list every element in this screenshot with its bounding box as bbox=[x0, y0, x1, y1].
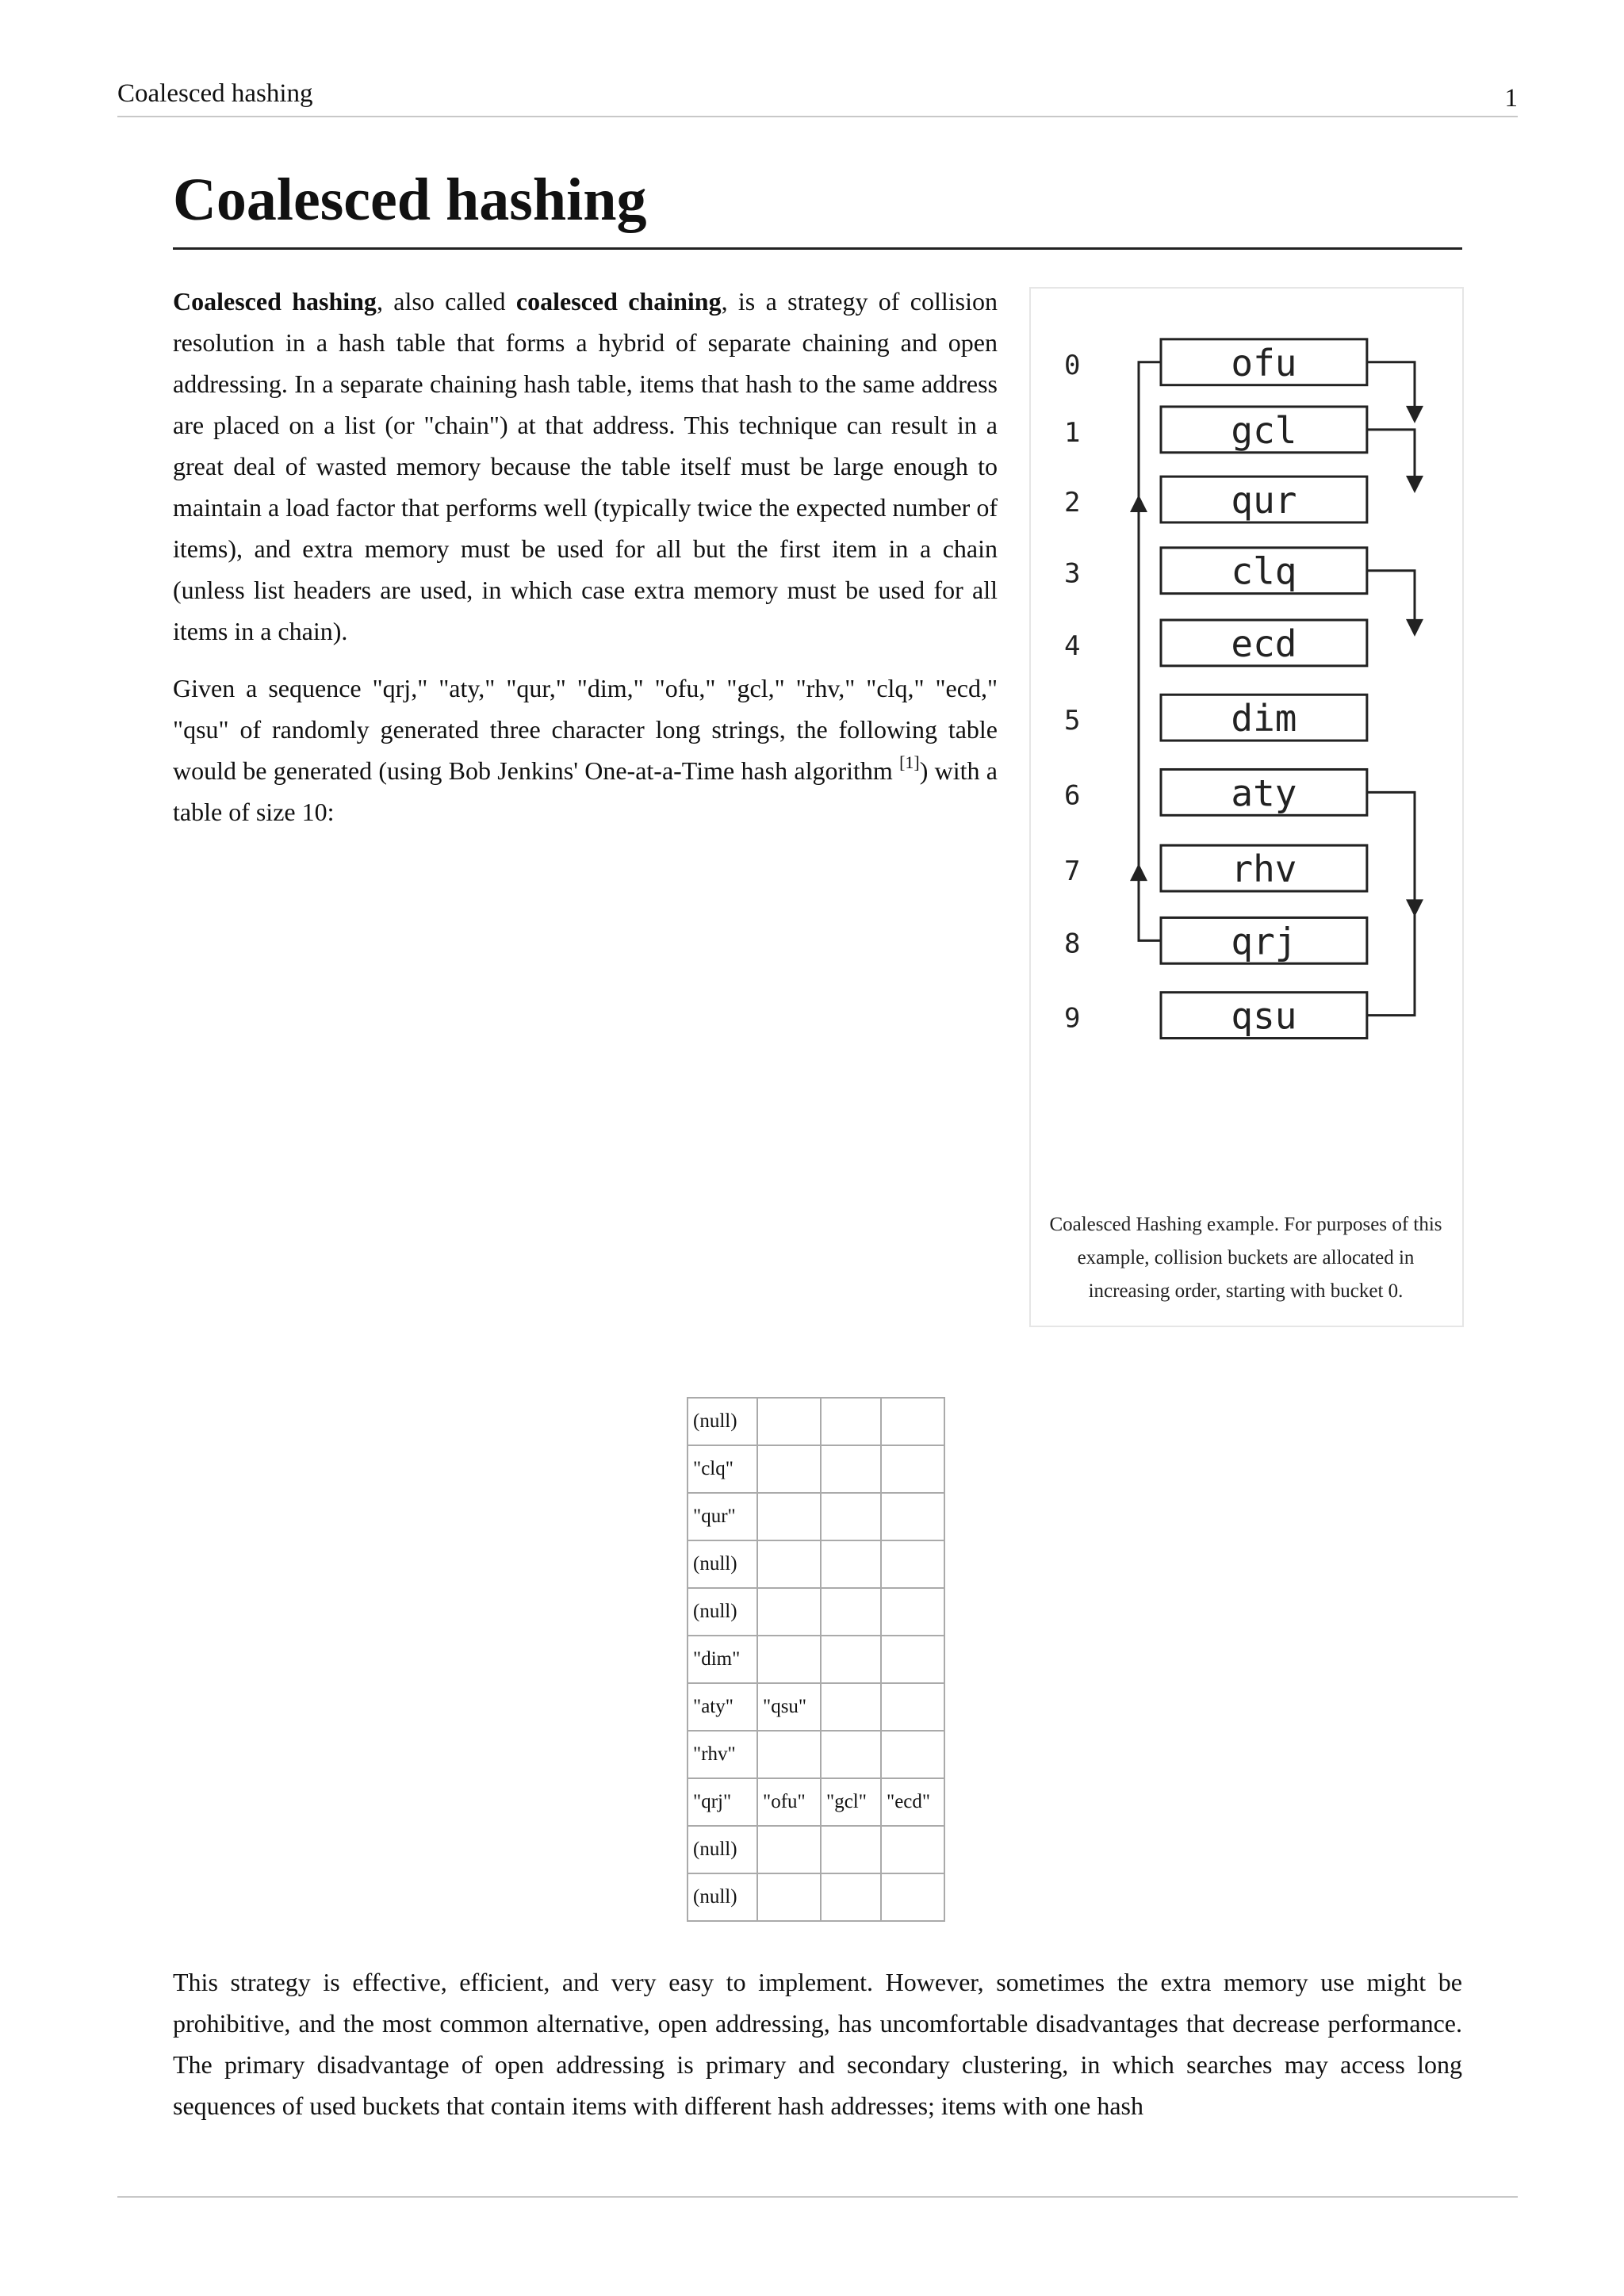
table-cell bbox=[821, 1540, 881, 1588]
bucket-key: qur bbox=[1231, 479, 1297, 522]
table-cell bbox=[821, 1636, 881, 1683]
bucket-index: 3 bbox=[1064, 557, 1081, 590]
table-cell bbox=[881, 1731, 944, 1778]
bucket-index: 0 bbox=[1064, 349, 1081, 381]
table-row bbox=[688, 1873, 944, 1921]
table-cell bbox=[881, 1636, 944, 1683]
bucket-key: ofu bbox=[1231, 341, 1297, 385]
table-cell bbox=[881, 1540, 944, 1588]
table-row bbox=[688, 1493, 944, 1540]
chain-link-line bbox=[1139, 362, 1161, 941]
bucket-key: clq bbox=[1231, 549, 1297, 593]
strategy-paragraph: This strategy is effective, efficient, and very easy to implement. However, sometimes the extra memory use might be prohibitive, and the most common alternative, open addressing, has uncomfortable disadvantages that decrease performance. The primary disadvantage of open addressing is primary and secondary clustering, in which searches may access long sequences of used buckets that contain items with different hash addresses; items with one hash bbox=[173, 1968, 1462, 2120]
table-cell bbox=[881, 1873, 944, 1921]
bucket-key: aty bbox=[1231, 771, 1297, 815]
table-cell: "qsu" bbox=[757, 1683, 821, 1731]
table-cell bbox=[821, 1873, 881, 1921]
table-cell: "rhv" bbox=[688, 1731, 757, 1778]
table-row bbox=[688, 1445, 944, 1493]
table-cell: "gcl" bbox=[821, 1778, 881, 1826]
table-cell bbox=[821, 1493, 881, 1540]
table-cell bbox=[757, 1588, 821, 1636]
bucket-index: 8 bbox=[1064, 928, 1081, 960]
chain-link-arrow bbox=[1406, 476, 1423, 493]
reference-link[interactable]: [1] bbox=[899, 752, 920, 772]
bucket-index: 2 bbox=[1064, 487, 1081, 519]
table-cell: (null) bbox=[688, 1826, 757, 1873]
table-row bbox=[688, 1540, 944, 1588]
bucket-index: 1 bbox=[1064, 416, 1081, 449]
chain-link-line bbox=[1367, 571, 1415, 627]
intro-text-1: , also called bbox=[376, 287, 516, 316]
table-cell bbox=[881, 1683, 944, 1731]
example-paragraph bbox=[173, 668, 998, 832]
table-cell bbox=[757, 1636, 821, 1683]
footer-rule bbox=[117, 2196, 1518, 2198]
bucket-index: 7 bbox=[1064, 855, 1081, 888]
term-coalesced-hashing: Coalesced hashing bbox=[173, 287, 377, 316]
bucket-key: qsu bbox=[1231, 994, 1297, 1038]
table-cell: "aty" bbox=[688, 1683, 757, 1731]
page-header bbox=[117, 78, 1518, 117]
table-cell bbox=[821, 1683, 881, 1731]
table-row bbox=[688, 1398, 944, 1445]
table-cell bbox=[757, 1873, 821, 1921]
table-cell: "qrj" bbox=[688, 1778, 757, 1826]
page-number: 1 bbox=[1504, 84, 1518, 113]
bucket-index: 6 bbox=[1064, 779, 1081, 812]
table-cell bbox=[757, 1731, 821, 1778]
chain-link-arrow bbox=[1130, 495, 1147, 512]
running-title: Coalesced hashing bbox=[117, 79, 313, 108]
table-row bbox=[688, 1731, 944, 1778]
table-cell: "ofu" bbox=[757, 1778, 821, 1826]
table-cell: "clq" bbox=[688, 1445, 757, 1493]
bucket-key: rhv bbox=[1231, 848, 1297, 891]
figure bbox=[1029, 287, 1464, 1327]
table-cell bbox=[881, 1398, 944, 1445]
chain-link-arrow bbox=[1406, 406, 1423, 423]
table-cell: "dim" bbox=[688, 1636, 757, 1683]
table-cell bbox=[821, 1588, 881, 1636]
chain-link-line bbox=[1367, 916, 1415, 1015]
table-cell bbox=[757, 1445, 821, 1493]
table-row bbox=[688, 1636, 944, 1683]
table-cell bbox=[757, 1398, 821, 1445]
bucket-index: 9 bbox=[1064, 1002, 1081, 1035]
example-text-2: ) with a table of size 10: bbox=[173, 756, 998, 826]
hash-table bbox=[687, 1397, 945, 1922]
table-row bbox=[688, 1683, 944, 1731]
bucket-key: dim bbox=[1231, 697, 1297, 740]
chain-link-arrow bbox=[1130, 863, 1147, 881]
table-cell bbox=[821, 1826, 881, 1873]
table-cell bbox=[881, 1493, 944, 1540]
table-cell: (null) bbox=[688, 1540, 757, 1588]
article-title: Coalesced hashing bbox=[173, 162, 1462, 250]
intro-paragraph bbox=[173, 281, 998, 652]
table-cell bbox=[821, 1445, 881, 1493]
table-cell: (null) bbox=[688, 1588, 757, 1636]
table-cell: (null) bbox=[688, 1873, 757, 1921]
table-cell bbox=[757, 1493, 821, 1540]
bucket-key: ecd bbox=[1231, 622, 1297, 665]
coalesced-hashing-diagram bbox=[1031, 289, 1462, 1200]
chain-link-arrow bbox=[1406, 899, 1423, 916]
table-cell bbox=[757, 1826, 821, 1873]
intro-text-2: , is a strategy of collision resolution in a hash table that forms a hybrid of separate chaining and open addressing. In a separate chaining hash table, items that hash to the same address are placed on a list (or "chain") at that address. This technique can result in a great deal of wasted memory because the table itself must be large enough to maintain a load factor that performs well (typically twice the expected number of items), and extra memory must be used for all but the first item in a chain (unless list headers are used, in which case extra memory must be used for all items in a chain). bbox=[173, 287, 998, 645]
table-cell: (null) bbox=[688, 1398, 757, 1445]
figure-caption: Coalesced Hashing example. For purposes of this example, collision buckets are allocated in increasing order, starting with bucket 0. bbox=[1049, 1214, 1442, 1302]
table-cell bbox=[757, 1540, 821, 1588]
table-row bbox=[688, 1588, 944, 1636]
table-cell bbox=[881, 1588, 944, 1636]
bucket-index: 4 bbox=[1064, 629, 1081, 662]
table-cell bbox=[821, 1731, 881, 1778]
table-cell bbox=[821, 1398, 881, 1445]
table-cell: "ecd" bbox=[881, 1778, 944, 1826]
bucket-index: 5 bbox=[1064, 705, 1081, 737]
chain-link-line bbox=[1367, 792, 1415, 991]
table-cell: "qur" bbox=[688, 1493, 757, 1540]
table-row bbox=[688, 1778, 944, 1826]
bucket-key: gcl bbox=[1231, 408, 1297, 452]
chain-link-arrow bbox=[1406, 619, 1423, 637]
table-cell bbox=[881, 1826, 944, 1873]
table-row bbox=[688, 1826, 944, 1873]
bucket-key: qrj bbox=[1231, 920, 1297, 963]
term-coalesced-chaining: coalesced chaining bbox=[515, 287, 722, 316]
table-cell bbox=[881, 1445, 944, 1493]
example-text-1: Given a sequence "qrj," "aty," "qur," "dim," "ofu," "gcl," "rhv," "clq," "ecd," "qsu" of randomly generated three character long strings, the following table would be generated (using Bob Jenkins' One-at-a-Time hash algorithm bbox=[173, 674, 998, 785]
chain-link-line bbox=[1367, 430, 1415, 484]
